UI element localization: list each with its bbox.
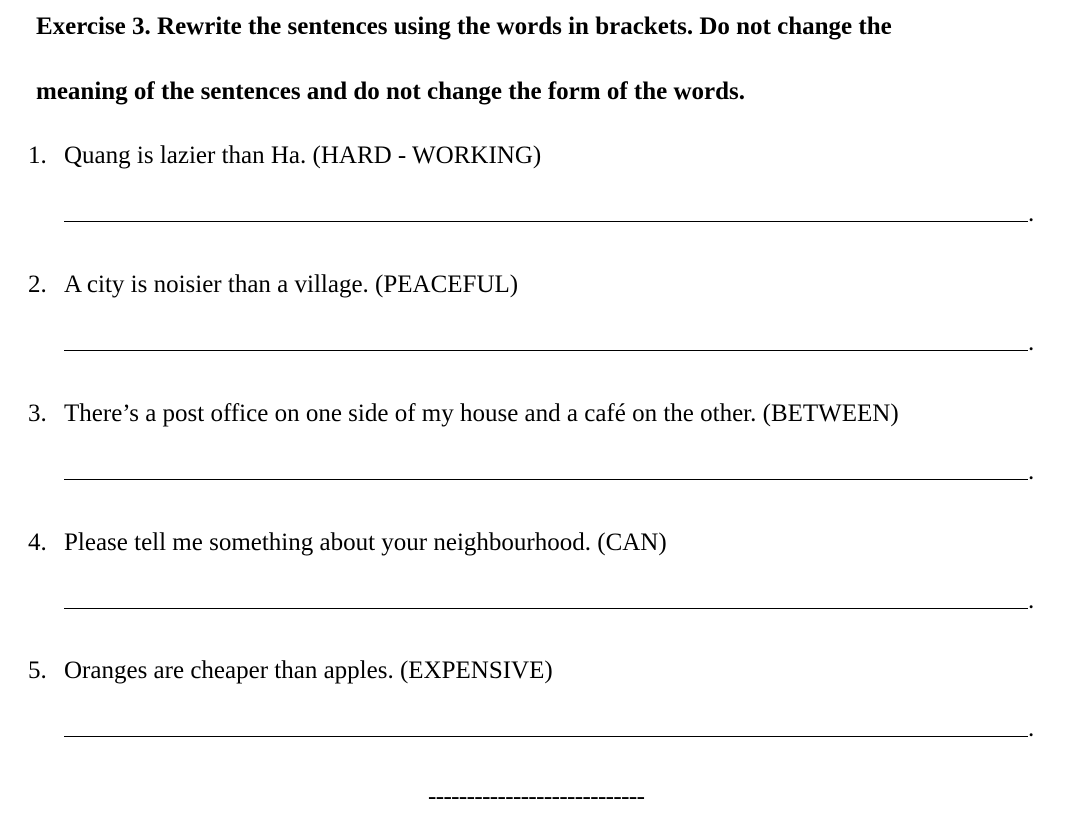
answer-line[interactable] — [64, 608, 1028, 609]
item-number: 4. — [28, 529, 47, 556]
answer-line[interactable] — [64, 350, 1028, 351]
answer-end-dot: . — [1028, 200, 1035, 227]
answer-end-dot: . — [1028, 458, 1035, 485]
item-sentence: There’s a post office on one side of my house and a café on the other. (BETWEEN) — [64, 400, 899, 427]
item-number: 1. — [28, 142, 47, 169]
answer-end-dot: . — [1028, 329, 1035, 356]
item-sentence: Quang is lazier than Ha. (HARD - WORKING) — [64, 142, 542, 169]
exercise-title-line-1: Exercise 3. Rewrite the sentences using the words in brackets. Do not change the — [36, 13, 892, 40]
exercise-item-3 — [0, 399, 1075, 519]
item-sentence: A city is noisier than a village. (PEACEFUL) — [64, 271, 519, 298]
exercise-item-5 — [0, 656, 1075, 776]
exercise-item-4 — [0, 528, 1075, 648]
answer-end-dot: . — [1028, 587, 1035, 614]
item-number: 5. — [28, 657, 47, 684]
exercise-item-2 — [0, 270, 1075, 390]
item-sentence: Oranges are cheaper than apples. (EXPENSIVE) — [64, 657, 553, 684]
item-sentence: Please tell me something about your neighbourhood. (CAN) — [64, 529, 667, 556]
exercise-title-line-2: meaning of the sentences and do not change the form of the words. — [36, 78, 745, 105]
item-number: 3. — [28, 400, 47, 427]
exercise-item-1 — [0, 141, 1075, 261]
item-number: 2. — [28, 271, 47, 298]
answer-line[interactable] — [64, 221, 1028, 222]
answer-end-dot: . — [1028, 715, 1035, 742]
answer-line[interactable] — [64, 736, 1028, 737]
end-divider: ---------------------------- — [428, 783, 645, 810]
answer-line[interactable] — [64, 479, 1028, 480]
